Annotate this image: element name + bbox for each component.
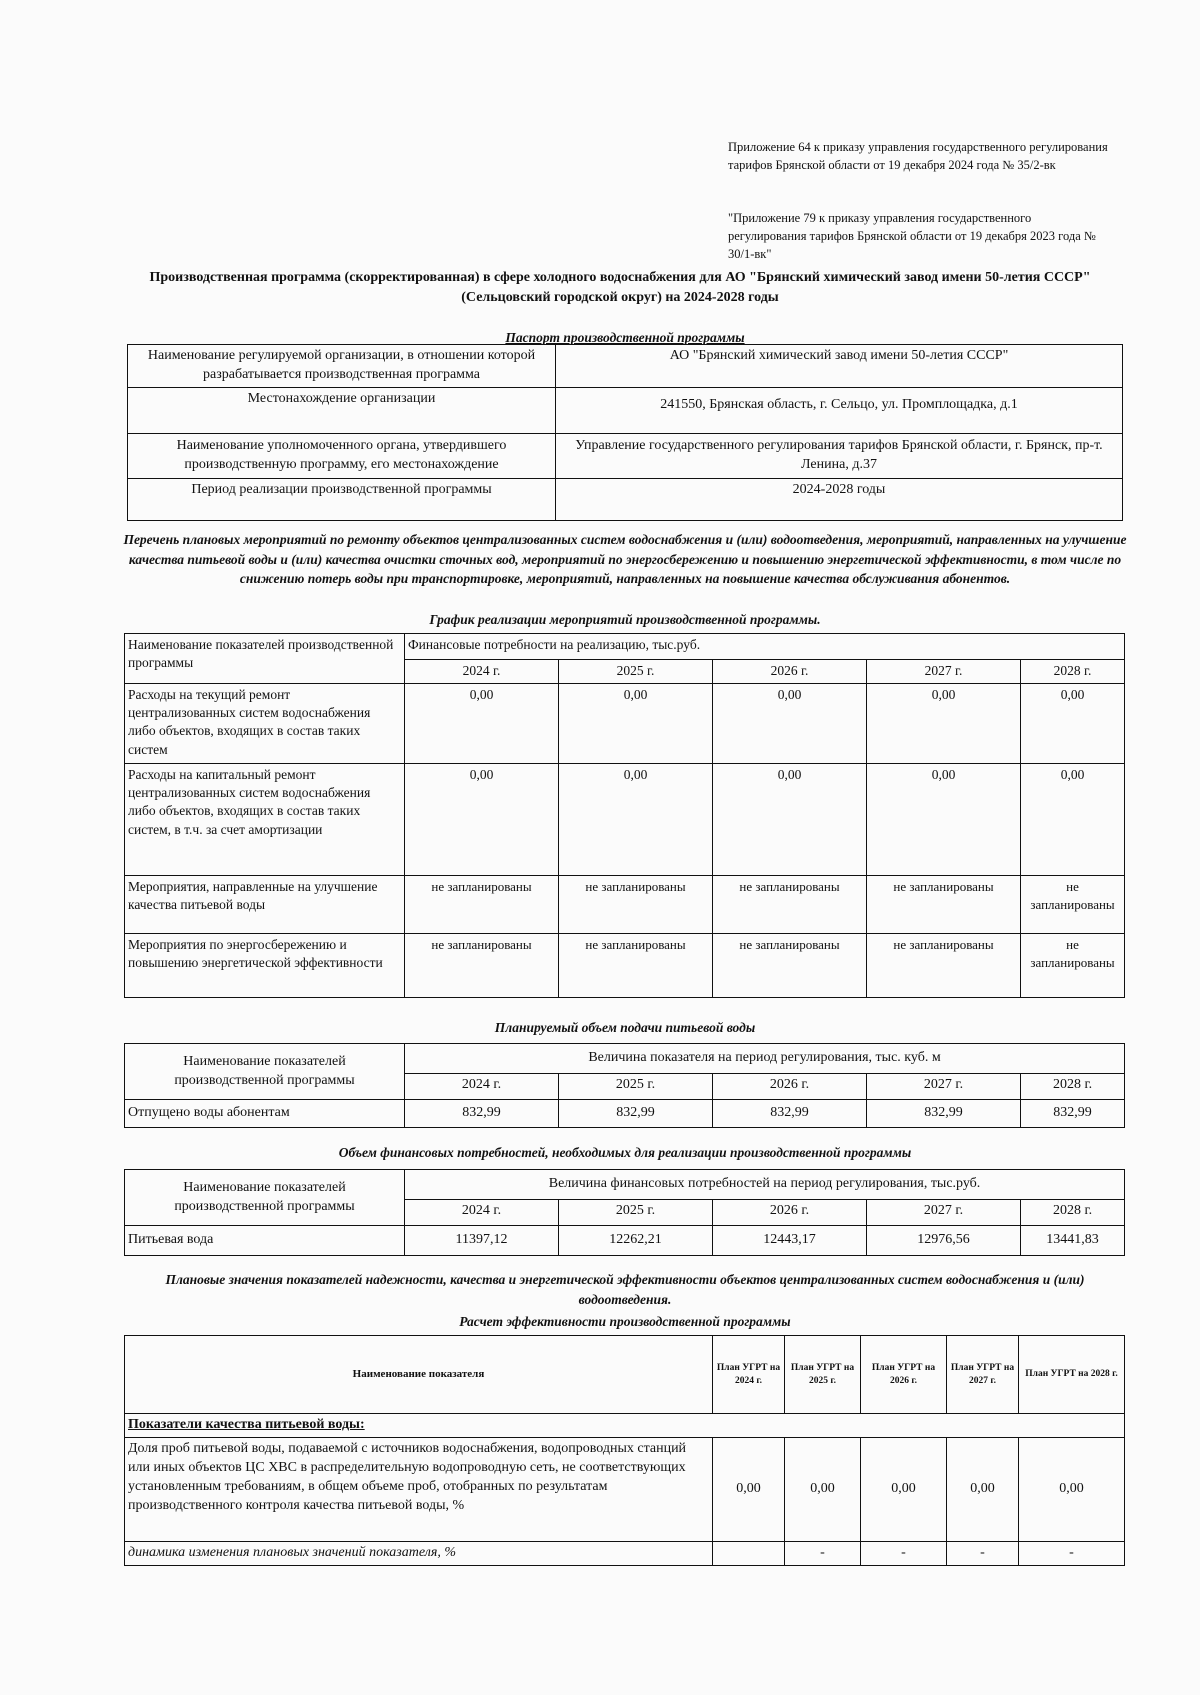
volume-header-name: Наименование показателей производственной программы [125,1044,405,1100]
cell-value: - [861,1542,947,1566]
cell-value: 12443,17 [713,1226,867,1256]
year-header: 2026 г. [713,1200,867,1226]
plan-header: План УГРТ на 2028 г. [1019,1336,1125,1414]
passport-label: Период реализации производственной программы [128,478,556,520]
cell-value: - [947,1542,1019,1566]
table-row [125,764,1125,876]
cell-value: 832,99 [1021,1100,1125,1128]
table-row [125,876,1125,934]
indicators-caption: Плановые значения показателей надежности, качества и энергетической эффективности объектов централизованных систем водоснабжения и (или) водоотведения. [165,1272,1085,1307]
section-label: Показатели качества питьевой воды: [125,1414,1125,1438]
cell-value: не запланированы [559,876,713,934]
cell-value: не запланированы [405,934,559,998]
indicators-subcaption: Расчет эффективности производственной программы [459,1314,791,1329]
passport-caption: Паспорт производственной программы [505,330,745,345]
year-header: 2026 г. [713,1074,867,1100]
table-row [125,1226,1125,1256]
cell-value: 12262,21 [559,1226,713,1256]
cell-value: 0,00 [1019,1438,1125,1542]
row-name: Расходы на капитальный ремонт централизованных систем водоснабжения либо объектов, входящих в состав таких систем, в т.ч. за счет амортизации [125,764,405,876]
cell-value: не запланированы [1021,876,1125,934]
cell-value: не запланированы [713,934,867,998]
cell-value: 0,00 [861,1438,947,1542]
cell-value: 0,00 [405,684,559,764]
cell-value: не запланированы [559,934,713,998]
cell-value: 0,00 [405,764,559,876]
cell-value: - [1019,1542,1125,1566]
cell-value: 0,00 [713,684,867,764]
table-row [125,1438,1125,1542]
cell-value: не запланированы [1021,934,1125,998]
year-header: 2024 г. [405,660,559,684]
cell-value: 0,00 [1021,764,1125,876]
indicators-header-name: Наименование показателя [125,1336,713,1414]
table-row [125,934,1125,998]
row-name: Доля проб питьевой воды, подаваемой с источников водоснабжения, водопроводных станций или иных объектов ЦС ХВС в распределительную водопроводную сеть, не соответствующих установленным требованиям, в общем объеме проб, отобранных по результатам производственного контроля качества питьевой воды, % [125,1438,713,1542]
indicators-table [124,1335,1125,1566]
cell-value: не запланированы [867,876,1021,934]
cell-value: не запланированы [405,876,559,934]
page-title: Производственная программа (скорректированная) в сфере холодного водоснабжения для АО "Брянский химический завод имени 50-летия СССР" (Сельцовский городской округ) на 2024-2028 годы [149,270,1091,306]
passport-value: 241550, Брянская область, г. Сельцо, ул. Промплощадка, д.1 [556,387,1123,433]
passport-label: Наименование регулируемой организации, в отношении которой разрабатывается производственная программа [128,345,556,388]
section-row [125,1414,1125,1438]
row-name: Мероприятия по энергосбережению и повышению энергетической эффективности [125,934,405,998]
cell-value: 832,99 [713,1100,867,1128]
cell-value: 12976,56 [867,1226,1021,1256]
events-header-name: Наименование показателей производственной программы [125,634,405,684]
plan-header: План УГРТ на 2027 г. [947,1336,1019,1414]
row-name: динамика изменения плановых значений показателя, % [125,1542,713,1566]
table-row [125,1542,1125,1566]
cell-value [713,1542,785,1566]
events-table [124,633,1125,998]
finance-header-name: Наименование показателей производственной программы [125,1170,405,1226]
passport-value: 2024-2028 годы [556,478,1123,520]
plan-header: План УГРТ на 2026 г. [861,1336,947,1414]
passport-label: Наименование уполномоченного органа, утвердившего производственную программу, его местонахождение [128,433,556,478]
events-subcaption: График реализации мероприятий производственной программы. [429,612,821,627]
year-header: 2025 г. [559,1074,713,1100]
year-header: 2026 г. [713,660,867,684]
year-header: 2027 г. [867,660,1021,684]
year-header: 2028 г. [1021,1200,1125,1226]
year-header: 2025 г. [559,1200,713,1226]
cell-value: не запланированы [713,876,867,934]
appendix-note-1: Приложение 64 к приказу управления государственного регулирования тарифов Брянской области от 19 декабря 2024 года № 35/2-вк [728,140,1108,173]
cell-value: 0,00 [785,1438,861,1542]
cell-value: 0,00 [713,764,867,876]
cell-value: 0,00 [559,684,713,764]
row-name: Отпущено воды абонентам [125,1100,405,1128]
row-name: Питьевая вода [125,1226,405,1256]
table-row [125,684,1125,764]
cell-value: 0,00 [1021,684,1125,764]
cell-value: 0,00 [947,1438,1019,1542]
year-header: 2024 г. [405,1200,559,1226]
passport-table [127,344,1123,521]
plan-header: План УГРТ на 2025 г. [785,1336,861,1414]
row-name: Расходы на текущий ремонт централизованных систем водоснабжения либо объектов, входящих в состав таких систем [125,684,405,764]
finance-caption: Объем финансовых потребностей, необходимых для реализации производственной программы [338,1145,912,1160]
cell-value: 0,00 [867,684,1021,764]
cell-value: 0,00 [713,1438,785,1542]
year-header: 2027 г. [867,1074,1021,1100]
cell-value: 13441,83 [1021,1226,1125,1256]
passport-label: Местонахождение организации [128,387,556,433]
year-header: 2024 г. [405,1074,559,1100]
row-name: Мероприятия, направленные на улучшение качества питьевой воды [125,876,405,934]
cell-value: 832,99 [559,1100,713,1128]
cell-value: 0,00 [559,764,713,876]
year-header: 2025 г. [559,660,713,684]
passport-value: Управление государственного регулирования тарифов Брянской области, г. Брянск, пр-т. Ленина, д.37 [556,433,1123,478]
passport-row [128,478,1123,520]
table-row [125,1100,1125,1128]
events-caption: Перечень плановых мероприятий по ремонту объектов централизованных систем водоснабжения и (или) водоотведения, мероприятий, направленных на улучшение качества питьевой воды и (или) качества очистки сточных вод, мероприятий по энергосбережению и повышению энергетической эффективности, в том числе по снижению потерь воды при транспортировке, мероприятий, направленных на повышение качества обслуживания абонентов. [123,532,1127,587]
volume-caption: Планируемый объем подачи питьевой воды [494,1020,756,1035]
cell-value: - [785,1542,861,1566]
year-header: 2027 г. [867,1200,1021,1226]
finance-table [124,1169,1125,1256]
cell-value: не запланированы [867,934,1021,998]
plan-header: План УГРТ на 2024 г. [713,1336,785,1414]
appendix-note-2: "Приложение 79 к приказу управления государственного регулирования тарифов Брянской области от 19 декабря 2023 года № 30/1-вк" [728,211,1096,262]
passport-value: АО "Брянский химический завод имени 50-летия СССР" [556,345,1123,388]
year-header: 2028 г. [1021,660,1125,684]
cell-value: 832,99 [405,1100,559,1128]
passport-row [128,387,1123,433]
finance-header-group: Величина финансовых потребностей на период регулирования, тыс.руб. [405,1170,1125,1200]
events-header-group: Финансовые потребности на реализацию, тыс.руб. [405,634,1125,660]
year-header: 2028 г. [1021,1074,1125,1100]
passport-row [128,345,1123,388]
passport-row [128,433,1123,478]
cell-value: 11397,12 [405,1226,559,1256]
volume-header-group: Величина показателя на период регулирования, тыс. куб. м [405,1044,1125,1074]
cell-value: 0,00 [867,764,1021,876]
cell-value: 832,99 [867,1100,1021,1128]
volume-table [124,1043,1125,1128]
